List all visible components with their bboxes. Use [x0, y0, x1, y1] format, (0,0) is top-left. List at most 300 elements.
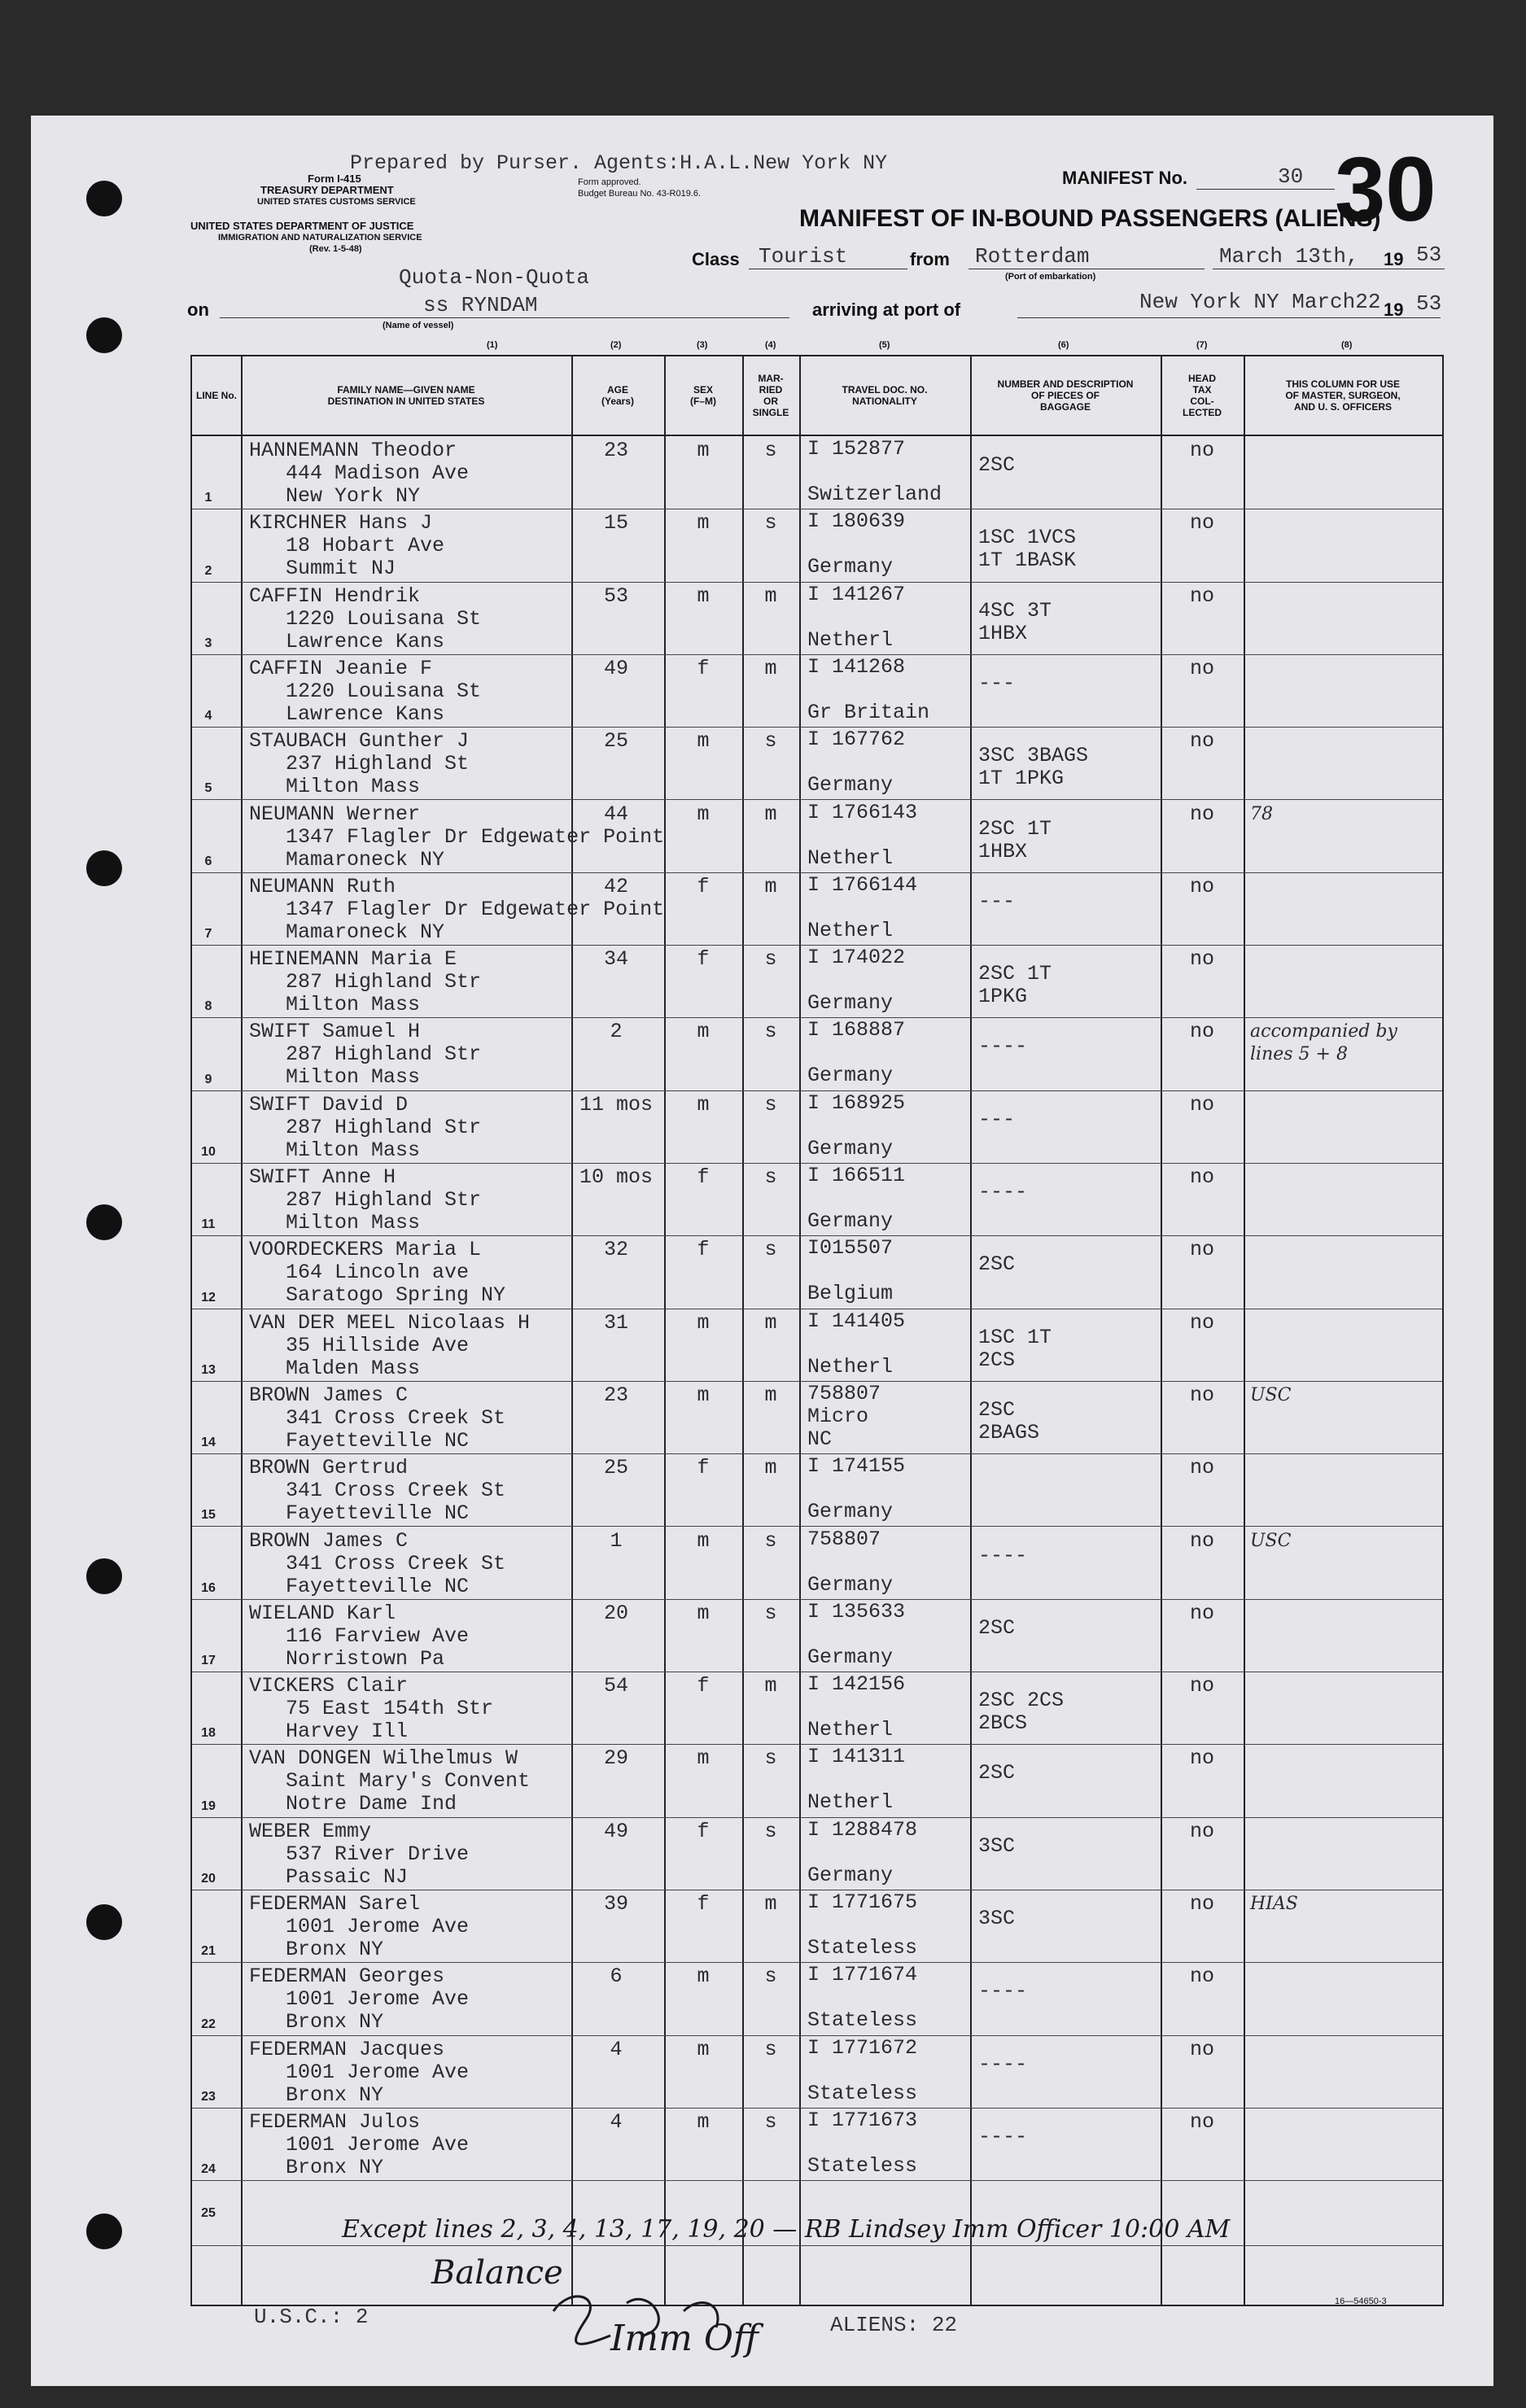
line-number: 22: [201, 2017, 216, 2031]
table-row: [192, 1090, 1442, 1164]
line-number: 16: [201, 1580, 216, 1595]
marital-status: s: [764, 729, 777, 754]
marital-status: m: [764, 802, 777, 826]
manifest-no-label: MANIFEST No.: [1062, 168, 1187, 188]
dept-customs: UNITED STATES CUSTOMS SERVICE: [257, 197, 416, 207]
sex: m: [697, 1746, 710, 1771]
head-tax: no: [1189, 1674, 1214, 1698]
head-tax: no: [1189, 1092, 1214, 1117]
col-header-sex: SEX (F–M): [690, 384, 716, 407]
marital-status: s: [764, 1528, 777, 1553]
baggage: ---: [978, 889, 1016, 913]
marital-status: m: [764, 1456, 777, 1480]
baggage: 2SC 1T 1PKG: [978, 962, 1052, 1009]
table-row: [192, 727, 1442, 800]
table-row: [192, 1527, 1442, 1600]
baggage: 2SC: [978, 1615, 1016, 1640]
marital-status: m: [764, 583, 777, 608]
col-num-6: (6): [1058, 340, 1069, 350]
baggage: 2SC 2CS 2BCS: [978, 1689, 1065, 1736]
marital-status: m: [764, 1383, 777, 1407]
passenger-name-address: BROWN Gertrud 341 Cross Creek St Fayetteville NC: [249, 1456, 506, 1526]
passenger-name-address: VICKERS Clair 75 East 154th Str Harvey Ill: [249, 1674, 494, 1744]
port-of-embarkation-caption: (Port of embarkation): [1005, 272, 1096, 282]
age: 15: [603, 511, 628, 535]
punch-hole: [86, 850, 122, 886]
officer-notes: 78: [1250, 803, 1273, 824]
nationality: Germany: [807, 991, 894, 1016]
marital-status: s: [764, 1092, 777, 1117]
head-tax: no: [1189, 656, 1214, 680]
head-tax: no: [1189, 1746, 1214, 1771]
baggage: 1SC 1T 2CS: [978, 1325, 1052, 1372]
marital-status: m: [764, 874, 777, 898]
age: 25: [603, 1456, 628, 1480]
sex: f: [697, 1456, 710, 1480]
manifest-title: MANIFEST OF IN-BOUND PASSENGERS (ALIENS): [799, 205, 1381, 232]
age: 23: [603, 439, 628, 462]
col-header-line-no: LINE No.: [196, 390, 237, 401]
baggage: ----: [978, 1543, 1028, 1567]
passenger-name-address: FEDERMAN Jacques 1001 Jerome Ave Bronx NY: [249, 2037, 470, 2107]
line-number: 18: [201, 1726, 216, 1741]
line-number: 24: [201, 2162, 216, 2177]
sex: f: [697, 656, 710, 680]
sex: m: [697, 2109, 710, 2134]
line-number: 23: [201, 2089, 216, 2104]
age: 53: [603, 583, 628, 608]
nationality: Germany: [807, 1863, 894, 1887]
table-row: [192, 654, 1442, 728]
age: 4: [610, 2037, 623, 2061]
passenger-name-address: FEDERMAN Julos 1001 Jerome Ave Bronx NY: [249, 2109, 470, 2179]
passenger-name-address: HEINEMANN Maria E 287 Highland Str Milton Mass: [249, 947, 482, 1017]
arrival-year: 53: [1416, 291, 1442, 316]
passenger-name-address: NEUMANN Werner 1347 Flagler Dr Edgewater Point Mamaroneck NY: [249, 802, 665, 872]
passenger-name-address: KIRCHNER Hans J 18 Hobart Ave Summit NJ: [249, 511, 445, 581]
sex: m: [697, 1964, 710, 1989]
arriving-label: arriving at port of: [812, 299, 961, 320]
sex: m: [697, 1528, 710, 1553]
table-row: [192, 509, 1442, 582]
nationality: Germany: [807, 1136, 894, 1160]
nationality: Germany: [807, 555, 894, 579]
sex: f: [697, 947, 710, 972]
baggage: 3SC: [978, 1833, 1016, 1858]
sex: m: [697, 1601, 710, 1625]
baggage: 2SC 2BAGS: [978, 1397, 1040, 1444]
travel-doc-number: I 180639: [807, 509, 906, 534]
baggage: 1SC 1VCS 1T 1BASK: [978, 526, 1077, 573]
line-number: 19: [201, 1798, 216, 1813]
col-header-married: MAR- RIED OR SINGLE: [752, 373, 789, 418]
head-tax: no: [1189, 1456, 1214, 1480]
passenger-name-address: HANNEMANN Theodor 444 Madison Ave New York NY: [249, 439, 470, 508]
arrival-year-prefix: 19: [1384, 299, 1404, 320]
baggage: ----: [978, 2052, 1028, 2076]
col-num-1: (1): [487, 340, 498, 350]
travel-doc-number: I 1771675: [807, 1890, 918, 1914]
age: 32: [603, 1238, 628, 1262]
sex: f: [697, 1238, 710, 1262]
baggage: ----: [978, 1034, 1028, 1059]
nationality: Gr Britain: [807, 700, 930, 724]
marital-status: s: [764, 947, 777, 972]
passenger-name-address: SWIFT David D 287 Highland Str Milton Mass: [249, 1092, 482, 1162]
passenger-name-address: VOORDECKERS Maria L 164 Lincoln ave Saratogo Spring NY: [249, 1238, 506, 1308]
travel-doc-number: I 1288478: [807, 1817, 918, 1842]
nationality: Germany: [807, 1500, 894, 1524]
baggage: 3SC: [978, 1907, 1016, 1930]
head-tax: no: [1189, 1819, 1214, 1843]
head-tax: no: [1189, 1528, 1214, 1553]
line-number: 15: [201, 1508, 216, 1523]
footer-usc-count: U.S.C.: 2: [254, 2305, 369, 2329]
nationality: Germany: [807, 1209, 894, 1233]
age: 23: [603, 1383, 628, 1407]
nationality: Stateless: [807, 1936, 918, 1960]
head-tax: no: [1189, 1238, 1214, 1262]
year-value: 53: [1416, 243, 1442, 267]
age: 42: [603, 874, 628, 898]
nationality: Netherl: [807, 1354, 894, 1379]
table-row: [192, 872, 1442, 946]
age: 11 mos: [579, 1092, 653, 1117]
age: 10 mos: [579, 1165, 653, 1189]
travel-doc-number: I 1766143: [807, 800, 918, 824]
from-value: Rotterdam: [975, 244, 1090, 269]
form-approved: Form approved.: [578, 177, 641, 187]
baggage: 2SC 1T 1HBX: [978, 816, 1052, 863]
from-label: from: [910, 249, 950, 269]
col-header-baggage: NUMBER AND DESCRIPTION OF PIECES OF BAGGAGE: [997, 378, 1134, 413]
sex: f: [697, 1165, 710, 1189]
passenger-name-address: NEUMANN Ruth 1347 Flagler Dr Edgewater Point Mamaroneck NY: [249, 874, 665, 944]
head-tax: no: [1189, 439, 1214, 462]
passenger-name-address: WEBER Emmy 537 River Drive Passaic NJ: [249, 1819, 470, 1889]
line-number: 12: [201, 1290, 216, 1305]
marital-status: m: [764, 1892, 777, 1916]
travel-doc-number: I 1766144: [807, 872, 918, 897]
nationality: Germany: [807, 1064, 894, 1088]
head-tax: no: [1189, 1383, 1214, 1407]
baggage: ---: [978, 671, 1016, 695]
passenger-name-address: FEDERMAN Georges 1001 Jerome Ave Bronx NY: [249, 1964, 470, 2034]
table-row: [192, 1890, 1442, 1963]
passenger-name-address: CAFFIN Jeanie F 1220 Louisana St Lawrence Kans: [249, 656, 482, 726]
officer-notes: accompanied by lines 5 + 8: [1250, 1021, 1397, 1065]
head-tax: no: [1189, 2109, 1214, 2134]
handwritten-release-note: Except lines 2, 3, 4, 13, 17, 19, 20 — RB Lindsey Imm Officer 10:00 AM: [342, 2215, 1231, 2244]
table-row: [192, 945, 1442, 1018]
table-row: [192, 1672, 1442, 1745]
officer-notes: HIAS: [1250, 1894, 1298, 1914]
punch-hole: [86, 181, 122, 216]
col-num-4: (4): [765, 340, 776, 350]
age: 49: [603, 656, 628, 680]
marital-status: s: [764, 511, 777, 535]
travel-doc-number: I015507: [807, 1236, 894, 1261]
head-tax: no: [1189, 1020, 1214, 1044]
travel-doc-number: I 141268: [807, 654, 906, 679]
line-number: 5: [204, 781, 212, 796]
baggage: ----: [978, 1180, 1028, 1204]
vessel-caption: (Name of vessel): [383, 321, 454, 330]
officer-notes: USC: [1250, 1530, 1292, 1551]
marital-status: m: [764, 1310, 777, 1335]
punch-hole: [86, 2214, 122, 2249]
head-tax: no: [1189, 511, 1214, 535]
head-tax: no: [1189, 729, 1214, 754]
head-tax: no: [1189, 802, 1214, 826]
travel-doc-number: I 141311: [807, 1745, 906, 1769]
travel-doc-number: I 174155: [807, 1454, 906, 1479]
marital-status: s: [764, 1020, 777, 1044]
nationality: Germany: [807, 1572, 894, 1597]
form-revision: (Rev. 1-5-48): [309, 244, 362, 254]
col-header-officers: THIS COLUMN FOR USE OF MASTER, SURGEON, AND U. S. OFFICERS: [1285, 378, 1401, 413]
table-row: [192, 2108, 1442, 2181]
line-number: 25: [201, 2206, 216, 2220]
line-number: 10: [201, 1144, 216, 1159]
travel-doc-number: 758807: [807, 1527, 881, 1551]
class-label: Class: [692, 249, 740, 269]
passenger-name-address: FEDERMAN Sarel 1001 Jerome Ave Bronx NY: [249, 1892, 470, 1961]
baggage: 3SC 3BAGS 1T 1PKG: [978, 744, 1089, 791]
nationality: Stateless: [807, 2008, 918, 2033]
sex: m: [697, 583, 710, 608]
passenger-name-address: CAFFIN Hendrik 1220 Louisana St Lawrence Kans: [249, 583, 482, 653]
head-tax: no: [1189, 1601, 1214, 1625]
passenger-name-address: WIELAND Karl 116 Farview Ave Norristown Pa: [249, 1601, 470, 1671]
table-row: [192, 1453, 1442, 1527]
sex: m: [697, 1020, 710, 1044]
passenger-name-address: SWIFT Anne H 287 Highland Str Milton Mass: [249, 1165, 482, 1235]
sex: f: [697, 1892, 710, 1916]
baggage: ---: [978, 1107, 1016, 1131]
age: 49: [603, 1819, 628, 1843]
travel-doc-number: I 152877: [807, 437, 906, 461]
passenger-name-address: VAN DER MEEL Nicolaas H 35 Hillside Ave Malden Mass: [249, 1310, 531, 1380]
marital-status: s: [764, 1165, 777, 1189]
baggage: ----: [978, 2124, 1028, 2148]
officer-notes: USC: [1250, 1384, 1292, 1405]
line-number: 2: [204, 563, 212, 578]
sex: m: [697, 1092, 710, 1117]
age: 1: [610, 1528, 623, 1553]
line-number: 11: [201, 1217, 216, 1232]
age: 29: [603, 1746, 628, 1771]
marital-status: s: [764, 1964, 777, 1989]
class-value: Tourist: [759, 244, 848, 269]
sex: m: [697, 802, 710, 826]
line-number: 13: [201, 1362, 216, 1377]
handwritten-officer-title: Imm Off: [610, 2318, 759, 2359]
punch-hole: [86, 1904, 122, 1940]
arrival-port: New York NY March22: [1139, 290, 1381, 314]
sex: m: [697, 439, 710, 462]
table-row: [192, 1309, 1442, 1382]
age: 4: [610, 2109, 623, 2134]
head-tax: no: [1189, 1964, 1214, 1989]
age: 44: [603, 802, 628, 826]
head-tax: no: [1189, 583, 1214, 608]
dept-immigration: IMMIGRATION AND NATURALIZATION SERVICE: [218, 233, 422, 243]
col-header-name: FAMILY NAME—GIVEN NAME DESTINATION IN UNITED STATES: [327, 384, 485, 407]
marital-status: m: [764, 1674, 777, 1698]
footer-aliens-count: ALIENS: 22: [830, 2313, 958, 2337]
marital-status: s: [764, 2037, 777, 2061]
table-row: [192, 1017, 1442, 1090]
travel-doc-number: I 166511: [807, 1164, 906, 1187]
print-code: 16—54650-3: [1335, 2297, 1387, 2306]
marital-status: s: [764, 1819, 777, 1843]
age: 2: [610, 1020, 623, 1044]
table-row: [192, 436, 1442, 509]
marital-status: s: [764, 1238, 777, 1262]
sex: m: [697, 2037, 710, 2061]
marital-status: m: [764, 656, 777, 680]
baggage: 2SC: [978, 1761, 1016, 1785]
travel-doc-number: I 1771673: [807, 2108, 918, 2132]
baggage: 2SC: [978, 1252, 1016, 1277]
table-row: [192, 582, 1442, 655]
line-number: 4: [204, 709, 212, 723]
manifest-stamp-number: 30: [1335, 138, 1436, 240]
manifest-no-value: 30: [1278, 164, 1304, 189]
travel-doc-number: I 1771674: [807, 1963, 918, 1987]
table-row: [192, 800, 1442, 873]
dept-justice: UNITED STATES DEPARTMENT OF JUSTICE: [190, 220, 414, 232]
head-tax: no: [1189, 2037, 1214, 2061]
baggage: 4SC 3T 1HBX: [978, 598, 1052, 645]
passenger-name-address: VAN DONGEN Wilhelmus W Saint Mary's Convent Notre Dame Ind: [249, 1746, 531, 1816]
table-row: [192, 1962, 1442, 2035]
sex: m: [697, 1383, 710, 1407]
nationality: Stateless: [807, 2153, 918, 2178]
line-number: 7: [204, 927, 212, 942]
marital-status: s: [764, 2109, 777, 2134]
vessel-name: ss RYNDAM: [423, 293, 538, 317]
prepared-by: Prepared by Purser. Agents:H.A.L.New York NY: [350, 151, 888, 175]
travel-doc-number: I 141267: [807, 582, 906, 606]
line-number: 1: [204, 491, 212, 505]
line-number: 14: [201, 1436, 216, 1450]
sex: f: [697, 874, 710, 898]
nationality: Netherl: [807, 1718, 894, 1742]
age: 39: [603, 1892, 628, 1916]
passenger-name-address: STAUBACH Gunther J 237 Highland St Milton Mass: [249, 729, 470, 799]
nationality: Belgium: [807, 1282, 894, 1306]
passenger-name-address: BROWN James C 341 Cross Creek St Fayetteville NC: [249, 1383, 506, 1453]
form-number: Form I-415: [308, 173, 361, 185]
line-number: 8: [204, 999, 212, 1014]
quota-type: Quota-Non-Quota: [399, 265, 590, 290]
table-row: [192, 1744, 1442, 1817]
travel-doc-number: I 167762: [807, 728, 906, 752]
travel-doc-number: I 168925: [807, 1090, 906, 1115]
age: 34: [603, 947, 628, 972]
col-num-3: (3): [697, 340, 708, 350]
on-label: on: [187, 299, 209, 320]
nationality: Germany: [807, 1645, 894, 1669]
age: 20: [603, 1601, 628, 1625]
nationality: Netherl: [807, 918, 894, 942]
passenger-table: [190, 355, 1444, 2306]
punch-hole: [86, 317, 122, 353]
col-header-head-tax: HEAD TAX COL- LECTED: [1183, 373, 1222, 418]
col-header-travel-doc: TRAVEL DOC. NO. NATIONALITY: [842, 384, 928, 407]
passenger-name-address: SWIFT Samuel H 287 Highland Str Milton Mass: [249, 1020, 482, 1090]
travel-doc-number: I 1771672: [807, 2035, 918, 2060]
passenger-name-address: BROWN James C 341 Cross Creek St Fayetteville NC: [249, 1528, 506, 1598]
marital-status: s: [764, 1601, 777, 1625]
year-prefix: 19: [1384, 249, 1404, 269]
travel-doc-number: I 168887: [807, 1018, 906, 1042]
travel-doc-number: 758807 Micro NC: [807, 1381, 881, 1451]
baggage: 2SC: [978, 453, 1016, 477]
table-row: [192, 1599, 1442, 1672]
line-number: 20: [201, 1871, 216, 1886]
nationality: Netherl: [807, 627, 894, 652]
col-num-8: (8): [1341, 340, 1353, 350]
head-tax: no: [1189, 874, 1214, 898]
punch-hole: [86, 1558, 122, 1594]
age: 54: [603, 1674, 628, 1698]
age: 25: [603, 729, 628, 754]
marital-status: s: [764, 439, 777, 462]
baggage: ----: [978, 1979, 1028, 2004]
sex: f: [697, 1819, 710, 1843]
nationality: Stateless: [807, 2081, 918, 2105]
age: 31: [603, 1310, 628, 1335]
travel-doc-number: I 135633: [807, 1599, 906, 1624]
table-row: [192, 1817, 1442, 1890]
dept-treasury: TREASURY DEPARTMENT: [260, 184, 394, 196]
age: 6: [610, 1964, 623, 1989]
nationality: Germany: [807, 773, 894, 798]
line-number: 17: [201, 1654, 216, 1668]
col-num-5: (5): [879, 340, 890, 350]
col-num-7: (7): [1196, 340, 1208, 350]
table-row: [192, 2035, 1442, 2109]
travel-doc-number: I 174022: [807, 946, 906, 970]
punch-hole: [86, 1204, 122, 1240]
sex: m: [697, 729, 710, 754]
head-tax: no: [1189, 947, 1214, 972]
departure-date: March 13th,: [1219, 244, 1359, 269]
sex: m: [697, 1310, 710, 1335]
handwritten-balance: Balance: [431, 2254, 563, 2292]
table-row: [192, 1163, 1442, 1236]
col-num-2: (2): [610, 340, 622, 350]
table-row: [192, 1235, 1442, 1309]
line-number: 9: [204, 1072, 212, 1086]
sex: m: [697, 511, 710, 535]
travel-doc-number: I 142156: [807, 1672, 906, 1697]
nationality: Switzerland: [807, 483, 942, 506]
nationality: Netherl: [807, 846, 894, 870]
line-number: 21: [201, 1944, 216, 1959]
nationality: Netherl: [807, 1790, 894, 1815]
line-number: 3: [204, 636, 212, 650]
travel-doc-number: I 141405: [807, 1309, 906, 1333]
budget-bureau: Budget Bureau No. 43-R019.6.: [578, 189, 702, 199]
head-tax: no: [1189, 1310, 1214, 1335]
head-tax: no: [1189, 1165, 1214, 1189]
head-tax: no: [1189, 1892, 1214, 1916]
col-header-age: AGE (Years): [601, 384, 635, 407]
